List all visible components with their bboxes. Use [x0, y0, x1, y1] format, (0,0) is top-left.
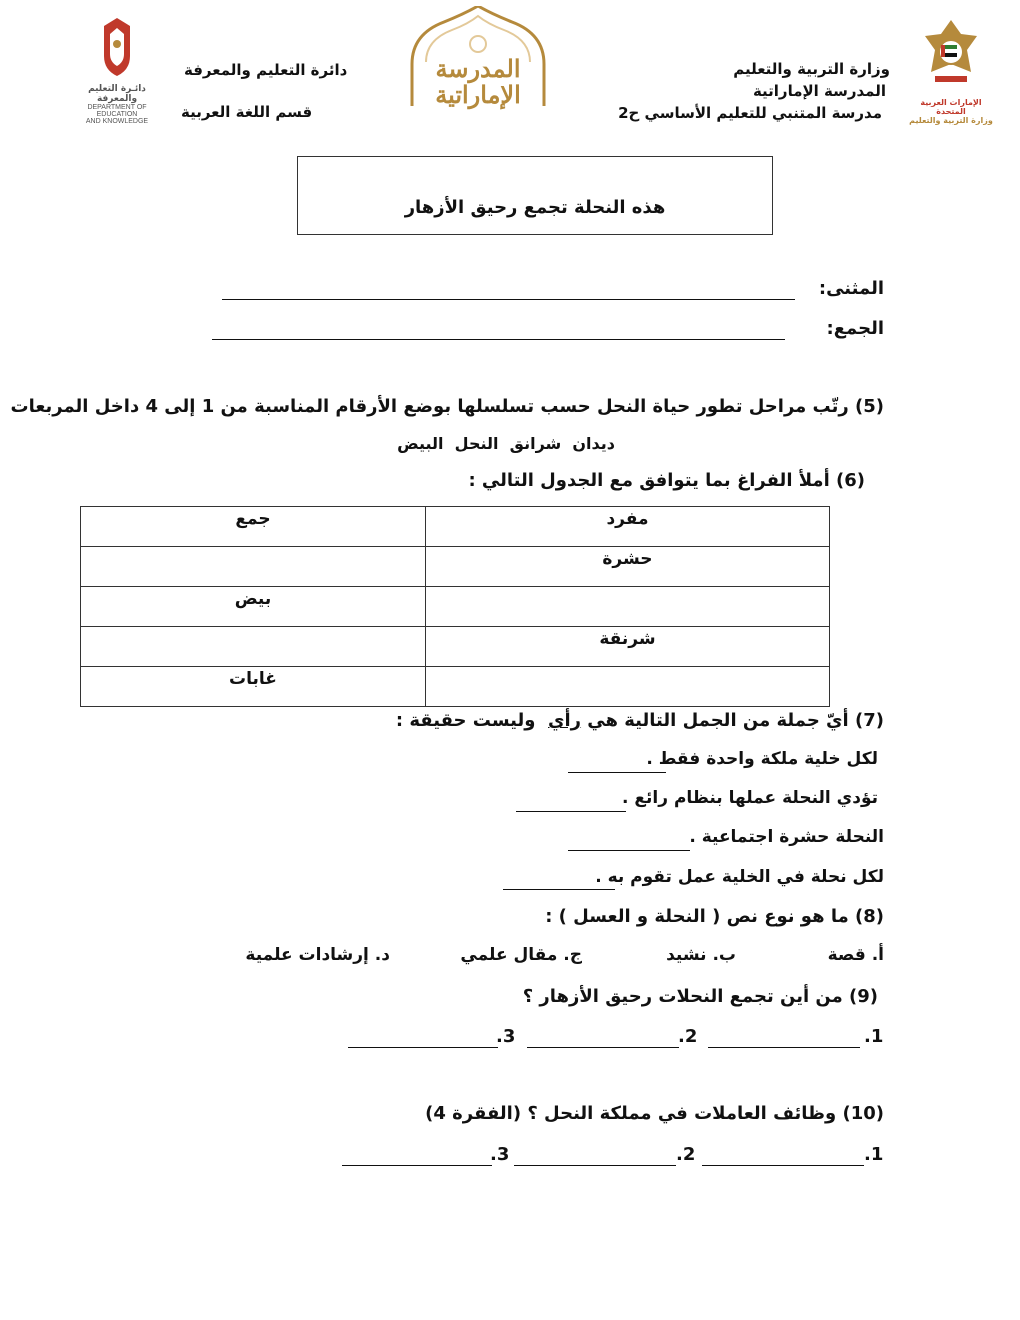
q6-instruction: (6) أملأ الفراغ بما يتوافق مع الجدول التالي :	[468, 470, 865, 491]
header-plural-text: جمع	[235, 509, 271, 529]
adek-caption-english-1: DEPARTMENT OF EDUCATION	[87, 104, 147, 118]
q9-answer-line-1[interactable]	[708, 1047, 860, 1048]
q9-number-2: .2	[678, 1026, 698, 1047]
table-header-row	[81, 507, 830, 547]
cell-text: بيض	[234, 589, 272, 609]
q7-prefix: (7) أيّ جملة من الجمل التالية هي	[581, 710, 884, 731]
header-singular	[425, 507, 829, 547]
q10-answer-line-3[interactable]	[342, 1165, 492, 1166]
q8-option-c[interactable]: ج. مقال علمي	[460, 945, 582, 965]
school-name: مدرسة المتنبي للتعليم الأساسي ح2	[618, 104, 882, 122]
uae-emblem-logo	[905, 14, 997, 126]
table-row	[81, 587, 830, 627]
plural-label: الجمع:	[826, 318, 884, 339]
uae-logo-caption-2: وزارة التربية والتعليم	[909, 116, 993, 125]
plural-answer-line[interactable]	[212, 339, 785, 340]
sentence-title: هذه النحلة تجمع رحيق الأزهار	[404, 197, 666, 218]
title-box	[297, 156, 773, 235]
emirati-school-logo	[404, 6, 552, 110]
q7-instruction	[396, 710, 884, 731]
adek-logo	[72, 14, 162, 122]
falcon-emblem-icon	[905, 14, 997, 94]
logo-text-line-1: المدرسة	[435, 54, 521, 83]
q10-number-1: .1	[864, 1144, 884, 1165]
q9-answer-line-2[interactable]	[527, 1047, 679, 1048]
q8-instruction: (8) ما هو نوع نص ( النحلة و العسل ) :	[545, 906, 884, 927]
table-row	[81, 667, 830, 707]
q7-suffix: وليست حقيقة :	[395, 710, 548, 731]
q10-instruction: (10) وظائف العاملات في مملكة النحل ؟ (الفقرة 4)	[425, 1103, 884, 1124]
table-cell-singular[interactable]	[425, 587, 829, 627]
singular-plural-table	[80, 506, 830, 707]
table-cell-plural[interactable]	[81, 547, 426, 587]
q9-number-3: .3	[496, 1026, 516, 1047]
table-cell-plural[interactable]	[81, 587, 426, 627]
dual-answer-line[interactable]	[222, 299, 795, 300]
q7-sentence-4: لكل نحلة في الخلية عمل تقوم به .	[595, 867, 884, 887]
q10-answer-line-2[interactable]	[514, 1165, 676, 1166]
q7-sentence-1: لكل خلية ملكة واحدة فقط .	[646, 749, 878, 769]
q7-sentence-2: تؤدي النحلة عملها بنظام رائع .	[622, 788, 878, 808]
department-name: دائرة التعليم والمعرفة	[184, 61, 348, 79]
q9-number-1: .1	[864, 1026, 884, 1047]
table-cell-singular[interactable]	[425, 627, 829, 667]
q7-answer-line-1[interactable]	[568, 772, 666, 773]
header-plural	[81, 507, 426, 547]
q9-instruction: (9) من أين تجمع النحلات رحيق الأزهار ؟	[522, 986, 878, 1007]
q8-option-d[interactable]: د. إرشادات علمية	[245, 945, 390, 965]
q10-answer-line-1[interactable]	[702, 1165, 864, 1166]
uae-logo-caption-1: الإمارات العربية المتحدة	[920, 98, 982, 116]
q8-option-b[interactable]: ب. نشيد	[666, 945, 736, 965]
header-singular-text: مفرد	[606, 509, 649, 529]
q7-opinion-word: رأي	[548, 710, 582, 731]
dual-label: المثنى:	[818, 278, 884, 299]
q7-answer-line-4[interactable]	[503, 889, 615, 890]
arabic-department-name: قسم اللغة العربية	[181, 103, 313, 121]
q5-instruction: (5) رتّب مراحل تطور حياة النحل حسب تسلسلها بوضع الأرقام المناسبة من 1 إلى 4 داخل المربعات	[10, 396, 884, 417]
cell-text: حشرة	[602, 549, 653, 569]
table-cell-plural[interactable]	[81, 667, 426, 707]
table-cell-singular[interactable]	[425, 667, 829, 707]
adek-caption-arabic: دائـرة التعليم والمعرفة	[88, 84, 146, 104]
q9-answer-line-3[interactable]	[348, 1047, 498, 1048]
q8-option-a[interactable]: أ. قصة	[827, 945, 884, 965]
adek-caption-english-2: AND KNOWLEDGE	[85, 118, 149, 124]
cell-text: شرنقة	[599, 629, 656, 649]
table-cell-singular[interactable]	[425, 547, 829, 587]
q10-number-2: .2	[676, 1144, 696, 1165]
table-cell-plural[interactable]	[81, 627, 426, 667]
q7-sentence-3: النحلة حشرة اجتماعية .	[689, 827, 884, 847]
q5-stages: ديدان شرانق النحل البيض	[397, 434, 615, 453]
q10-number-3: .3	[490, 1144, 510, 1165]
falcon-shield-icon	[72, 14, 162, 80]
q7-answer-line-3[interactable]	[568, 850, 690, 851]
table-row	[81, 627, 830, 667]
logo-text-line-2: الإماراتية	[435, 80, 521, 109]
q7-answer-line-2[interactable]	[516, 811, 626, 812]
ministry-name: وزارة التربية والتعليم	[733, 60, 890, 78]
table-row	[81, 547, 830, 587]
cell-text: غابات	[229, 669, 277, 689]
school-system-name: المدرسة الإماراتية	[752, 82, 886, 100]
